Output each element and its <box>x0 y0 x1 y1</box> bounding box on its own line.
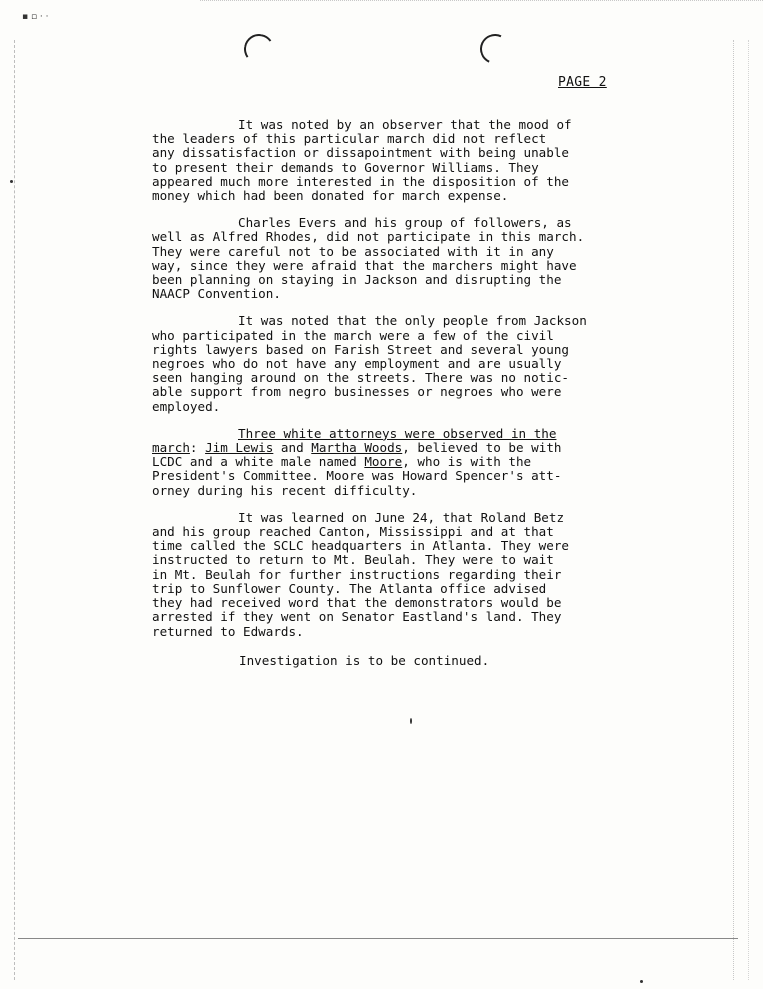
memo-body <box>152 118 636 652</box>
paragraph-1 <box>152 118 636 203</box>
scan-edge-left <box>14 40 16 980</box>
punch-hole-right <box>476 30 514 68</box>
scan-edge-top <box>200 0 763 2</box>
scan-marks: ▪ ▫ · · <box>22 12 49 22</box>
colon-text: : <box>189 440 206 456</box>
punch-hole-left <box>242 32 277 67</box>
speck <box>410 718 412 724</box>
paragraph-3 <box>152 314 636 413</box>
page-number: PAGE 2 <box>558 75 607 90</box>
name-moore: Moore <box>364 454 403 470</box>
speck <box>640 980 643 983</box>
scan-edge-bottom <box>18 938 738 940</box>
closing-line: Investigation is to be continued. <box>239 653 490 668</box>
scan-edge-right <box>733 40 735 980</box>
attorneys-heading: Three white attorneys were observed in the <box>238 425 557 441</box>
name-martha-woods: Martha Woods <box>311 440 403 456</box>
paragraph-4 <box>152 427 636 498</box>
believed-text: , believed to be with LCDC and a white male named <box>152 440 562 470</box>
and-text: and <box>273 440 312 456</box>
scan-edge-right-outer <box>748 40 750 980</box>
paragraph-5 <box>152 511 636 639</box>
paragraph-1-text: It was noted by an observer that the mood of the leaders of this particular march did not reflect any dissatisfaction or dissapointment with being unable to present their demands to Governor Williams. They appeared much more interested in the disposition of the money which had been donated for march expense. <box>152 117 572 204</box>
march-word: march <box>152 440 190 456</box>
paragraph-2-text: Charles Evers and his group of followers, as well as Alfred Rhodes, did not participate in this march. They were careful not to be associated with it in any way, since they were afraid that the marchers might have been planning on staying in Jackson and disrupting the NAACP Convention. <box>152 215 585 302</box>
paragraph-5-text: It was learned on June 24, that Roland Betz and his group reached Canton, Mississippi and at that time called the SCLC headquarters in Atlanta. They were instructed to return to Mt. Beulah. They were to wait in Mt. Beulah for further instructions regarding their trip to Sunflower County. The Atlanta office advised they had received word that the demonstrators would be arrested if they went on Senator Eastland's land. They returned to Edwards. <box>152 509 570 639</box>
paragraph-3-text: It was noted that the only people from Jackson who participated in the march were a few of the civil rights lawyers based on Farish Street and several young negroes who do not have any employment and are usually seen hanging around on the streets. There was no notic- able support from negro businesses or negroes who were employed. <box>152 313 587 414</box>
speck <box>10 180 13 183</box>
paragraph-2 <box>152 216 636 301</box>
name-jim-lewis: Jim Lewis <box>205 440 274 456</box>
committee-text: , who is with the President's Committee. Moore was Howard Spencer's att- orney during his recent difficulty. <box>152 454 562 498</box>
